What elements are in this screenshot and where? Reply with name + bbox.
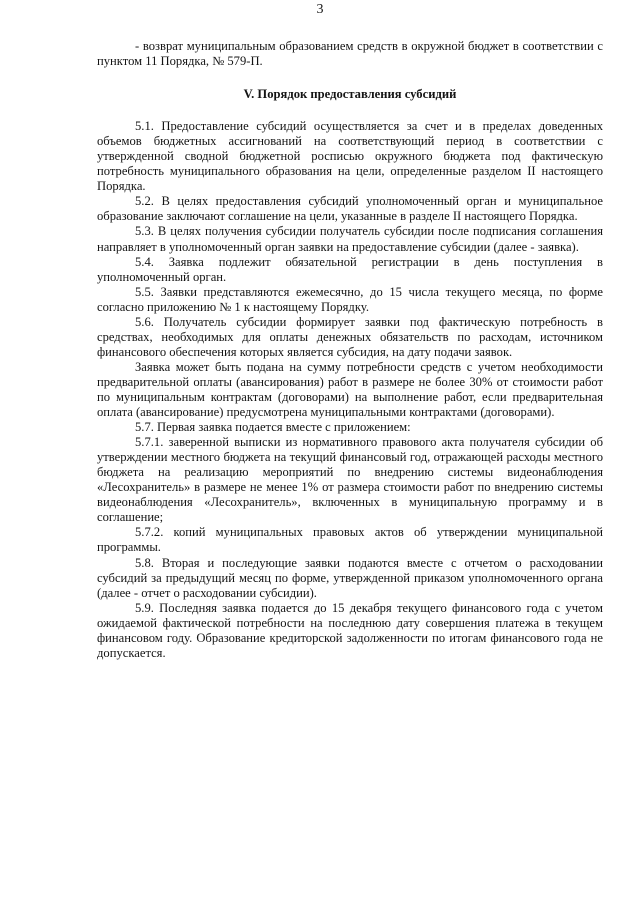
paragraph-advance-payment: Заявка может быть подана на сумму потребности средств с учетом необходимости предварительной оплаты (авансирования) работ в размере не более 30% от стоимости работ по муниципальным контрактам (договорами) на выполнение работ, если предварительная оплата (авансирование) предусмотрена муниципальными контрактами (договорами). (97, 359, 603, 420)
paragraph-5-4: 5.4. Заявка подлежит обязательной регистрации в день поступления в уполномоченный орган. (97, 254, 603, 284)
paragraph-return-of-funds: - возврат муниципальным образованием средств в окружной бюджет в соответствии с пунктом 11 Порядка, № 579-П. (97, 39, 603, 69)
paragraph-5-2: 5.2. В целях предоставления субсидий уполномоченный орган и муниципальное образование заключают соглашение на цели, указанные в разделе II настоящего Порядка. (97, 194, 603, 224)
paragraph-5-9: 5.9. Последняя заявка подается до 15 декабря текущего финансового года с учетом ожидаемой фактической потребности на последнюю дату совершения платежа в текущем финансовом году. Образование кредиторской задолженности по итогам финансового года не допускается. (97, 600, 603, 660)
paragraph-5-1: 5.1. Предоставление субсидий осуществляется за счет и в пределах доведенных объемов бюджетных ассигнований на соответствующий период в соответствии с утвержденной сводной бюджетной росписью окружного бюджета под фактическую потребность муниципального образования на цели, определенные разделом II настоящего Порядка. (97, 119, 603, 194)
paragraph-5-5: 5.5. Заявки представляются ежемесячно, до 15 числа текущего месяца, по форме согласно приложению № 1 к настоящему Порядку. (97, 284, 603, 314)
page-number: 3 (316, 2, 324, 17)
paragraph-5-7: 5.7. Первая заявка подается вместе с приложением: (135, 420, 411, 435)
paragraph-5-3: 5.3. В целях получения субсидии получатель субсидии после подписания соглашения направляет в уполномоченный орган заявки на предоставление субсидии (далее - заявка). (97, 224, 603, 254)
paragraph-5-7-1: 5.7.1. заверенной выписки из нормативного правового акта получателя субсидии об утверждении местного бюджета на текущий финансовый год, отражающей расходы местного бюджета на реализацию мероприятий по внедрению системы видеонаблюдения «Лесохранитель» в размере не менее 1% от размера стоимости работ по внедрению системы видеонаблюдения «Лесохранитель», включенных в муниципальную программу и в соглашение; (97, 435, 603, 525)
paragraph-5-7-2: 5.7.2. копий муниципальных правовых актов об утверждении муниципальной программы. (97, 525, 603, 555)
document-body (97, 39, 603, 661)
paragraph-5-6: 5.6. Получатель субсидии формирует заявки под фактическую потребность в средствах, необходимых для оплаты денежных обязательств по расходам, источником финансового обеспечения которых является субсидия, на дату подачи заявок. (97, 314, 603, 359)
section-heading: V. Порядок предоставления субсидий (243, 87, 457, 102)
paragraph-5-8: 5.8. Вторая и последующие заявки подаются вместе с отчетом о расходовании субсидий за предыдущий месяц по форме, утвержденной приказом уполномоченного органа (далее - отчет о расходовании субсидии). (97, 555, 603, 600)
